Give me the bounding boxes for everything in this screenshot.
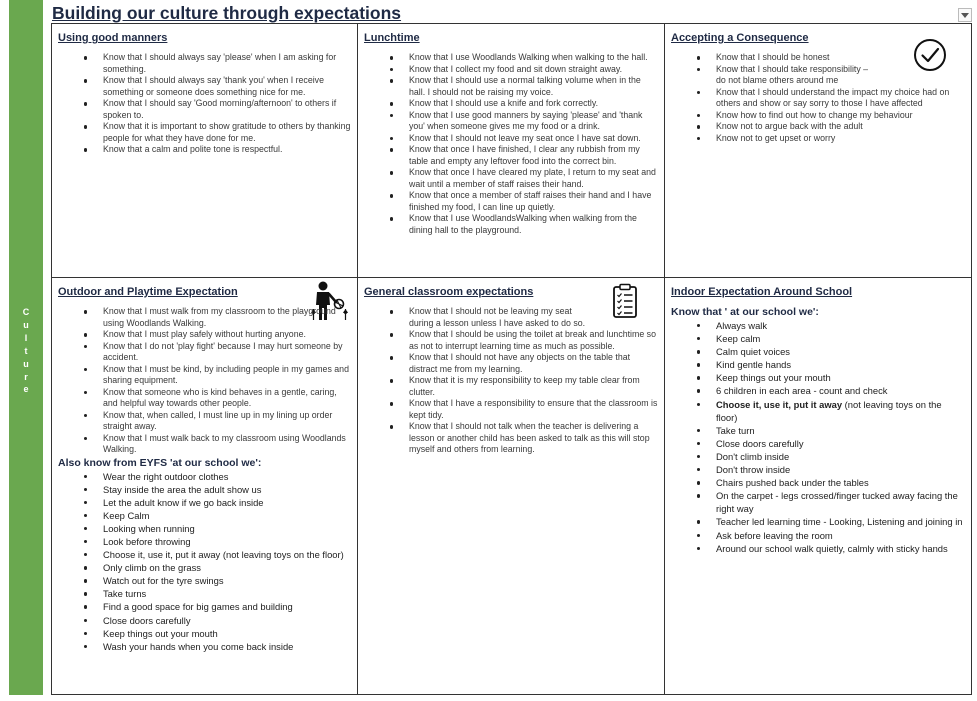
indoor-cell xyxy=(665,278,971,694)
list-item: Know that a calm and polite tone is respectful. xyxy=(103,144,351,156)
list-item: Know that I should be honest xyxy=(716,52,965,64)
list-item: Know that once I have cleared my plate, I return to my seat and wait until a member of staff raises their hand. xyxy=(409,167,658,190)
list-item: Know that, when called, I must line up in my lining up order straight away. xyxy=(103,410,351,433)
eyfs-heading: Also know from EYFS 'at our school we': xyxy=(58,456,262,469)
culture-side-label xyxy=(9,306,43,396)
list-item: Keep Calm xyxy=(103,509,351,522)
list-item xyxy=(716,398,965,424)
side-letter: r xyxy=(24,371,28,382)
list-item: Looking when running xyxy=(103,522,351,535)
side-letter: u xyxy=(23,319,29,330)
outdoor-heading: Outdoor and Playtime Expectation xyxy=(58,286,238,298)
list-item: Chairs pushed back under the tables xyxy=(716,476,965,489)
list-item: Know that I use Woodlands Walking when walking to the hall. xyxy=(409,52,658,64)
list-item: Take turns xyxy=(103,587,351,600)
list-item: Know that I should be using the toilet at break and lunchtime so as not to interrupt learning time as much as possible. xyxy=(409,329,658,352)
list-item: Teacher led learning time - Looking, Listening and joining in xyxy=(716,515,965,528)
list-item: Find a good space for big games and building xyxy=(103,600,351,613)
list-item: Take turn xyxy=(716,424,965,437)
lunchtime-cell xyxy=(358,24,665,278)
list-item: Don't throw inside xyxy=(716,463,965,476)
list-item: Know that it is my responsibility to keep my table clear from clutter. xyxy=(409,375,658,398)
list-item: Know that I must walk from my classroom to the playground using Woodlands Walking. xyxy=(103,306,351,329)
list-item: Know that I must be kind, by including people in my games and sharing equipment. xyxy=(103,364,351,387)
list-item: Around our school walk quietly, calmly with sticky hands xyxy=(716,542,965,555)
classroom-list xyxy=(364,306,658,456)
indoor-list xyxy=(671,319,965,555)
dropdown-toggle-button[interactable] xyxy=(958,8,972,22)
list-item: Know that I do not 'play fight' because I may hurt someone by accident. xyxy=(103,341,351,364)
list-item: Know that I should not be leaving my seat during a lesson unless I have asked to do so. xyxy=(409,306,658,329)
list-item: Keep things out your mouth xyxy=(103,627,351,640)
item-rest-text: (not leaving toys on the floor) xyxy=(716,398,942,423)
consequence-cell xyxy=(665,24,971,278)
list-item: Know how to find out how to change my behaviour xyxy=(716,110,965,122)
list-item: Know not to argue back with the adult xyxy=(716,121,965,133)
side-letter: e xyxy=(23,384,29,395)
list-item: Know that someone who is kind behaves in a gentle, caring, and helpful way towards other people. xyxy=(103,387,351,410)
list-item: Know that I should not have any objects on the table that distract me from my learning. xyxy=(409,352,658,375)
outdoor-cell xyxy=(52,278,358,694)
list-item: Know that I should always say 'thank you' when I receive something or someone does something nice for me. xyxy=(103,75,351,98)
list-item: Know that I must walk back to my classroom using Woodlands Walking. xyxy=(103,433,351,456)
consequence-heading: Accepting a Consequence xyxy=(671,32,809,44)
lunchtime-heading: Lunchtime xyxy=(364,32,420,44)
list-item: Know that once a member of staff raises their hand and I have finished my food, I can line up quietly. xyxy=(409,190,658,213)
expectations-table xyxy=(51,23,972,695)
good-manners-list xyxy=(58,52,351,156)
list-item: Close doors carefully xyxy=(716,437,965,450)
list-item: Keep things out your mouth xyxy=(716,371,965,384)
list-item: Stay inside the area the adult show us xyxy=(103,483,351,496)
good-manners-cell xyxy=(52,24,358,278)
list-item: Ask before leaving the room xyxy=(716,529,965,542)
list-item: Keep calm xyxy=(716,332,965,345)
bold-text: Choose it, use it, put it away xyxy=(716,398,843,410)
list-item: Know that I should take responsibility – do not blame others around me xyxy=(716,64,965,87)
list-item: On the carpet - legs crossed/finger tucked away facing the right way xyxy=(716,489,965,515)
list-item: Know that it is important to show gratitude to others by thanking people for what they have done for me. xyxy=(103,121,351,143)
list-item: Watch out for the tyre swings xyxy=(103,574,351,587)
side-letter: C xyxy=(22,307,30,317)
list-item: Know that I have a responsibility to ensure that the classroom is kept tidy. xyxy=(409,398,658,420)
list-item: Don't climb inside xyxy=(716,450,965,463)
list-item: Know that I must play safely without hurting anyone. xyxy=(103,329,351,341)
side-letter: t xyxy=(24,345,28,356)
classroom-cell xyxy=(358,278,665,694)
page-title: Building our culture through expectations xyxy=(52,3,402,23)
list-item: Know that I should not leave my seat once I have sat down. xyxy=(409,133,658,145)
list-item: Wear the right outdoor clothes xyxy=(103,470,351,483)
good-manners-heading: Using good manners xyxy=(58,32,168,44)
lunchtime-list xyxy=(364,52,658,236)
list-item: Calm quiet voices xyxy=(716,345,965,358)
indoor-subheading: Know that ' at our school we': xyxy=(671,306,819,318)
list-item: Know that I should use a knife and fork correctly. xyxy=(409,98,658,110)
list-item: Know not to get upset or worry xyxy=(716,133,965,145)
eyfs-list xyxy=(58,470,351,653)
list-item: Know that I should always say 'please' when I am asking for something. xyxy=(103,52,351,75)
list-item: Know that I should use a normal talking volume when in the hall. I should not be raising my voice. xyxy=(409,75,658,98)
list-item: Know that I should say 'Good morning/afternoon' to others if spoken to. xyxy=(103,98,351,121)
list-item: Know that I should not talk when the teacher is delivering a lesson or another child has been asked to talk as this will stop myself and others from learning. xyxy=(409,421,658,456)
indoor-heading: Indoor Expectation Around School xyxy=(671,286,853,298)
list-item: Know that I collect my food and sit down straight away. xyxy=(409,64,658,76)
list-item: Close doors carefully xyxy=(103,614,351,627)
list-item: Wash your hands when you come back inside xyxy=(103,640,351,653)
list-item: Know that I use good manners by saying 'please' and 'thank you' when someone gives me my food or a drink. xyxy=(409,110,658,133)
consequence-list xyxy=(671,52,965,144)
list-item: Know that once I have finished, I clear any rubbish from my table and empty any leftover food into the correct bin. xyxy=(409,144,658,167)
list-item: Choose it, use it, put it away (not leaving toys on the floor) xyxy=(103,548,351,561)
list-item: Know that I should understand the impact my choice had on others and show or say sorry to those I have affected xyxy=(716,87,965,110)
list-item: Always walk xyxy=(716,319,965,332)
list-item: Let the adult know if we go back inside xyxy=(103,496,351,509)
list-item: Only climb on the grass xyxy=(103,561,351,574)
list-item: Kind gentle hands xyxy=(716,358,965,371)
list-item: 6 children in each area - count and check xyxy=(716,384,965,397)
list-item: Look before throwing xyxy=(103,535,351,548)
list-item: Know that I use WoodlandsWalking when walking from the dining hall to the playground. xyxy=(409,213,658,236)
side-letter: l xyxy=(24,332,28,343)
classroom-heading: General classroom expectations xyxy=(364,286,534,298)
outdoor-list xyxy=(58,306,351,456)
side-letter: u xyxy=(23,358,29,369)
